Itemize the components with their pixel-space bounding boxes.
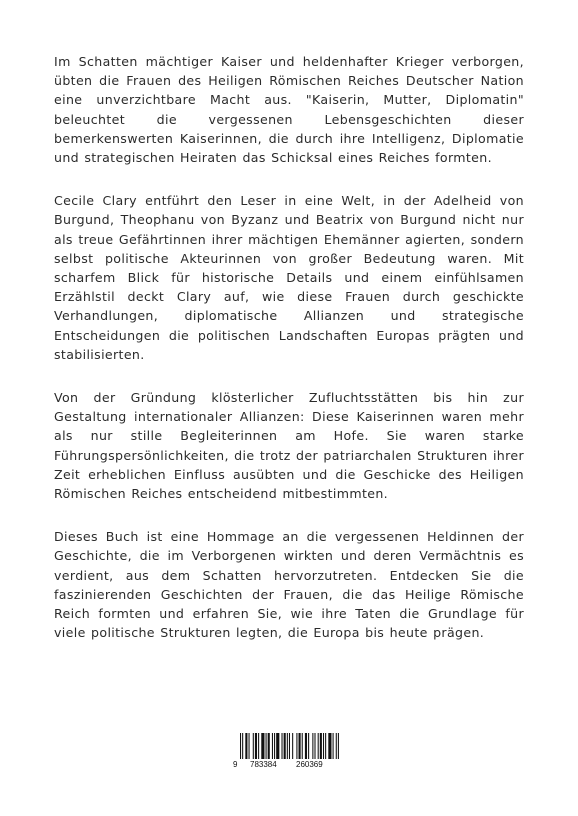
barcode-bar [299,733,301,759]
barcode-bar [284,733,286,759]
barcode-bar [318,733,319,759]
barcode-bar [305,733,307,759]
barcode-bar [276,733,279,759]
barcode-bar [261,733,264,759]
barcode-bar [242,733,243,759]
barcode-lead-digit: 9 [233,760,238,769]
barcode-bar [302,733,303,759]
paragraph-2: Cecile Clary entführt den Leser in eine Welt, in der Adelheid von Burgund, Theophanu von Byzanz und Beatrix von Burgund nicht nur als treue Gefährtinnen ihrer mächtigen Ehemänner agierten, sondern selbst politische Akteurinnen von großer Bedeutung waren. Mit scharfem Blick für historische Details und einem einfühlsamen Erzählstil deckt Clary auf, wie diese Frauen durch geschickte Verhandlungen, diplomatische Allianzen und strategische Entscheidungen die politischen Landschaften Europas prägten und stabilisierten. [54,193,524,362]
barcode-bar [333,733,334,759]
barcode-bar [255,733,257,759]
barcode-bar [308,733,309,759]
barcode-right-group: 260369 [296,760,323,769]
barcode-bar [258,733,259,759]
barcode-bar [240,733,241,759]
barcode-bar [245,733,247,759]
barcode-bar [292,733,293,759]
back-cover-text [54,52,524,666]
barcode-bar [287,733,288,759]
barcode-bar [249,733,250,759]
barcode-bar [296,733,297,759]
barcode-bar [328,733,331,759]
barcode-bar [281,733,282,759]
barcode-bar [266,733,267,759]
barcode-bar [268,733,270,759]
isbn-barcode [232,731,348,773]
barcode-bar [338,733,339,759]
barcode-bar [272,733,273,759]
barcode-bar [253,733,254,759]
barcode-bar [274,733,275,759]
barcode-bar [325,733,326,759]
paragraph-3: Von der Gründung klösterlicher Zufluchtsstätten bis hin zur Gestaltung internationaler Allianzen: Diese Kaiserinnen waren mehr als nur stille Begleiterinnen am Hofe. Sie waren starke Führungspersönlichkeiten, die trotz der patriarchalen Strukturen ihrer Zeit erheblichen Einfluss ausübten und die Geschicke des Heiligen Römischen Reiches entscheidend mitbestimmten. [54,390,524,502]
barcode-bar [320,733,322,759]
barcode-bar [314,733,315,759]
barcode-bar [312,733,313,759]
barcode-bars [240,733,340,759]
barcode-digits [232,760,348,772]
paragraph-4: Dieses Buch ist eine Hommage an die vergessenen Heldinnen der Geschichte, die im Verborgenen wirkten und deren Vermächtnis es verdient, aus dem Schatten hervorzutreten. Entdecken Sie die faszinierenden Geschichten der Frauen, die das Heilige Römische Reich formten und erfahren Sie, wie ihre Taten die Grundlage für viele politische Strukturen legten, die Europa bis heute prägen. [54,529,524,641]
paragraph-1: Im Schatten mächtiger Kaiser und heldenhafter Krieger verborgen, übten die Frauen des Heiligen Römischen Reiches Deutscher Nation eine unverzichtbare Macht aus. "Kaiserin, Mutter, Diplomatin" beleuchtet die vergessenen Lebensgeschichten dieser bemerkenswerten Kaiserinnen, die durch ihre Intelligenz, Diplomatie und strategischen Heiraten das Schicksal eines Reiches formten. [54,54,524,166]
barcode-bar [323,733,324,759]
barcode-left-group: 783384 [250,760,277,769]
barcode-bar [336,733,337,759]
barcode-bar [289,733,290,759]
